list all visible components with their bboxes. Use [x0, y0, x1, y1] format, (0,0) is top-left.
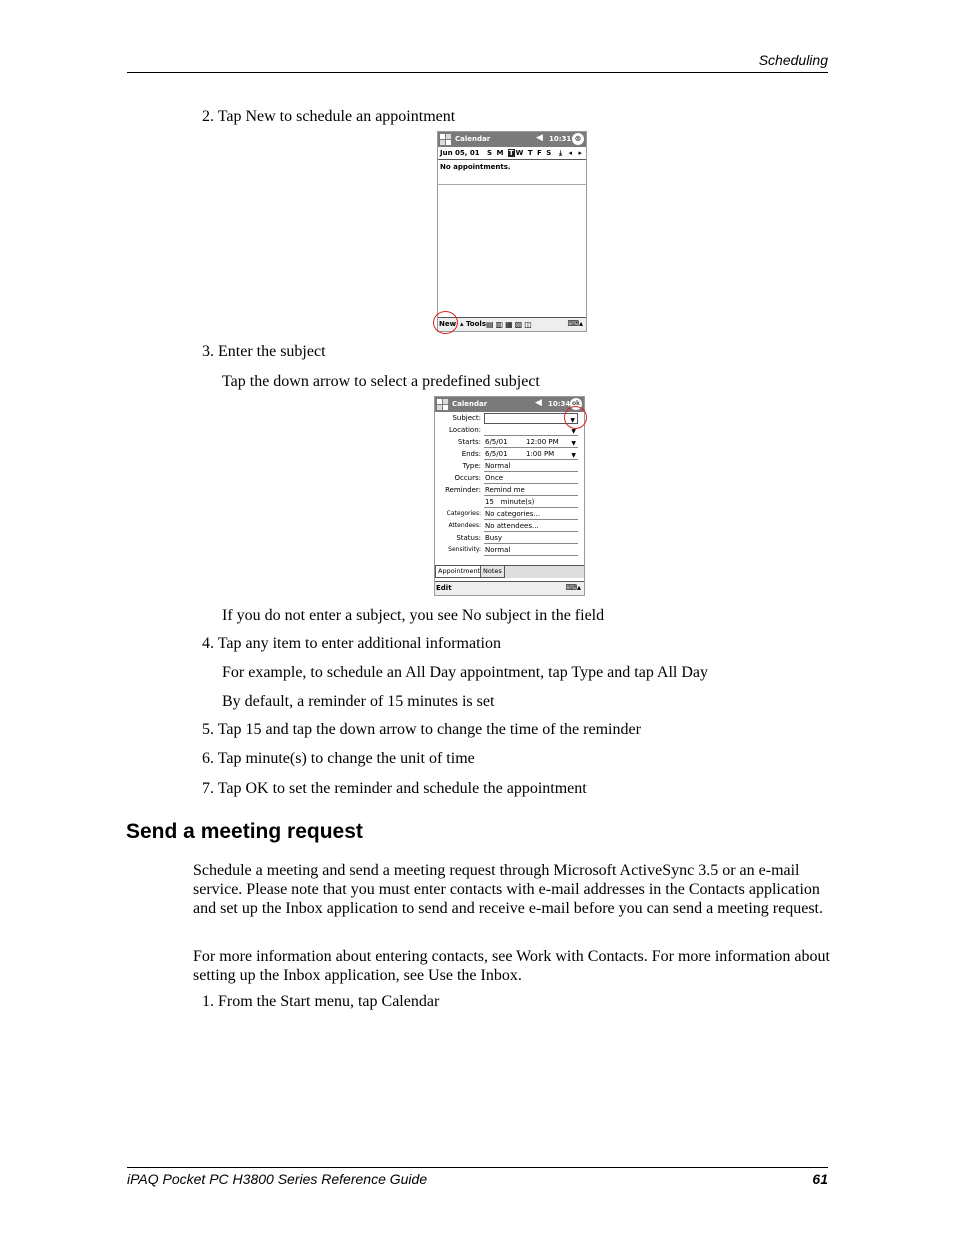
current-date: Jun 05, 01 [440, 149, 480, 157]
type-value[interactable]: Normal [484, 461, 578, 472]
divider [438, 184, 586, 185]
edit-menu[interactable]: Edit [436, 584, 452, 592]
field-attendees[interactable] [435, 521, 584, 533]
page-header [127, 52, 828, 73]
step-2: 2. Tap New to schedule an appointment [202, 108, 456, 125]
field-subject[interactable] [435, 413, 584, 425]
reminder-value[interactable]: Remind me [484, 485, 578, 496]
ok-button[interactable]: ok [570, 398, 582, 410]
empty-message: No appointments. [440, 163, 511, 171]
attendees-value[interactable]: No attendees... [484, 521, 578, 532]
field-reminder-time[interactable] [435, 497, 584, 509]
field-occurs[interactable] [435, 473, 584, 485]
occurs-value[interactable]: Once [484, 473, 578, 484]
highlight-arrow-circle [564, 406, 587, 429]
field-sensitivity[interactable] [435, 545, 584, 557]
view-icons[interactable]: ▤▥▦▧◫ [486, 320, 534, 329]
footer-title: iPAQ Pocket PC H3800 Series Reference Guide [127, 1171, 428, 1187]
field-value: 6/5/01 [485, 438, 508, 446]
clock: 10:34 [548, 400, 571, 408]
field-label: Starts: [457, 438, 481, 446]
keyboard-icon[interactable]: ⌨▴ [565, 583, 581, 592]
calendar-screenshot [437, 131, 587, 332]
field-time: 1:00 PM [526, 450, 555, 458]
step-4-note-2: By default, a reminder of 15 minutes is set [222, 693, 495, 710]
close-icon[interactable]: ⊗ [572, 133, 584, 145]
tab-strip [435, 565, 584, 578]
reminder-amount[interactable]: 15 [485, 498, 494, 506]
reminder-time-value[interactable] [484, 497, 578, 508]
tab-appointment[interactable]: Appointment [435, 565, 483, 578]
step-4: 4. Tap any item to enter additional information [202, 635, 501, 652]
nav-arrows-icon[interactable]: ⤓ ◂ ▸ [559, 149, 584, 157]
step-7: 7. Tap OK to set the reminder and schedule the appointment [202, 780, 587, 797]
field-categories[interactable] [435, 509, 584, 521]
field-location[interactable] [435, 425, 584, 437]
reminder-unit[interactable]: minute(s) [500, 498, 535, 506]
location-input[interactable] [484, 425, 578, 436]
field-label: Categories: [446, 510, 481, 517]
step-3-note: Tap the down arrow to select a predefined subject [222, 373, 540, 390]
categories-value[interactable]: No categories... [484, 509, 578, 520]
section-paragraph-2: For more information about entering contacts, see Work with Contacts. For more information about setting up the Inbox application, see Use the Inbox. [193, 948, 830, 984]
field-label: Attendees: [448, 522, 481, 529]
step-3: 3. Enter the subject [202, 343, 326, 360]
step-3-after: If you do not enter a subject, you see No subject in the field [222, 607, 605, 624]
page-footer [127, 1167, 828, 1191]
dropdown-arrow-icon[interactable]: ▼ [571, 428, 576, 435]
field-label: Status: [456, 534, 481, 542]
field-ends[interactable] [435, 449, 584, 461]
field-starts[interactable] [435, 437, 584, 449]
days-before[interactable]: S M [487, 149, 505, 157]
sensitivity-value[interactable]: Normal [484, 545, 578, 556]
tools-menu[interactable]: ▴ Tools [460, 320, 486, 328]
title-bar [438, 132, 586, 147]
speaker-icon[interactable]: ◀ [535, 398, 542, 408]
app-name: Calendar [452, 400, 488, 408]
step-4-note-1: For example, to schedule an All Day appointment, tap Type and tap All Day [222, 664, 709, 681]
command-bar [438, 317, 586, 331]
field-type[interactable] [435, 461, 584, 473]
field-label: Type: [462, 462, 481, 470]
command-bar [435, 581, 584, 595]
new-button[interactable]: New [439, 320, 457, 328]
header-section: Scheduling [758, 52, 828, 68]
field-label: Sensitivity: [448, 546, 481, 553]
week-days[interactable] [487, 149, 552, 157]
app-name: Calendar [455, 135, 491, 143]
ends-value[interactable] [484, 449, 578, 460]
section-paragraph-1: Schedule a meeting and send a meeting request through Microsoft ActiveSync 3.5 or an e-mail service. Please note that you must enter contacts with e-mail addresses in the Contacts application and set up the Inbox application to send and receive e-mail before you can send a meeting request. [193, 862, 823, 917]
field-label: Reminder: [445, 486, 481, 494]
dropdown-arrow-icon[interactable]: ▼ [571, 440, 576, 447]
field-time: 12:00 PM [526, 438, 559, 446]
keyboard-icon[interactable]: ⌨▴ [567, 319, 583, 328]
field-status[interactable] [435, 533, 584, 545]
field-label: Occurs: [454, 474, 481, 482]
today-marker[interactable]: T [508, 149, 514, 157]
status-value[interactable]: Busy [484, 533, 578, 544]
calendar-nav [438, 148, 586, 160]
step-6: 6. Tap minute(s) to change the unit of time [202, 750, 475, 767]
field-reminder[interactable] [435, 485, 584, 497]
field-label: Ends: [461, 450, 481, 458]
tab-notes[interactable]: Notes [480, 565, 505, 578]
windows-flag-icon [437, 399, 448, 410]
starts-value[interactable] [484, 437, 578, 448]
speaker-icon[interactable]: ◀ [536, 133, 543, 143]
title-bar [435, 397, 584, 412]
field-label: Subject: [452, 414, 481, 422]
windows-flag-icon [440, 134, 451, 145]
dropdown-arrow-icon[interactable]: ▼ [570, 417, 575, 424]
field-value: 6/5/01 [485, 450, 508, 458]
field-label: Location: [449, 426, 481, 434]
appointment-screenshot [434, 396, 585, 596]
page-number: 61 [812, 1171, 828, 1187]
section-heading: Send a meeting request [126, 820, 363, 843]
highlight-new-circle [433, 311, 458, 334]
dropdown-arrow-icon[interactable]: ▼ [571, 452, 576, 459]
section-step-1: 1. From the Start menu, tap Calendar [202, 993, 440, 1010]
clock: 10:31 [549, 135, 572, 143]
step-5: 5. Tap 15 and tap the down arrow to change the time of the reminder [202, 721, 641, 738]
days-after[interactable]: W T F S [515, 149, 553, 157]
